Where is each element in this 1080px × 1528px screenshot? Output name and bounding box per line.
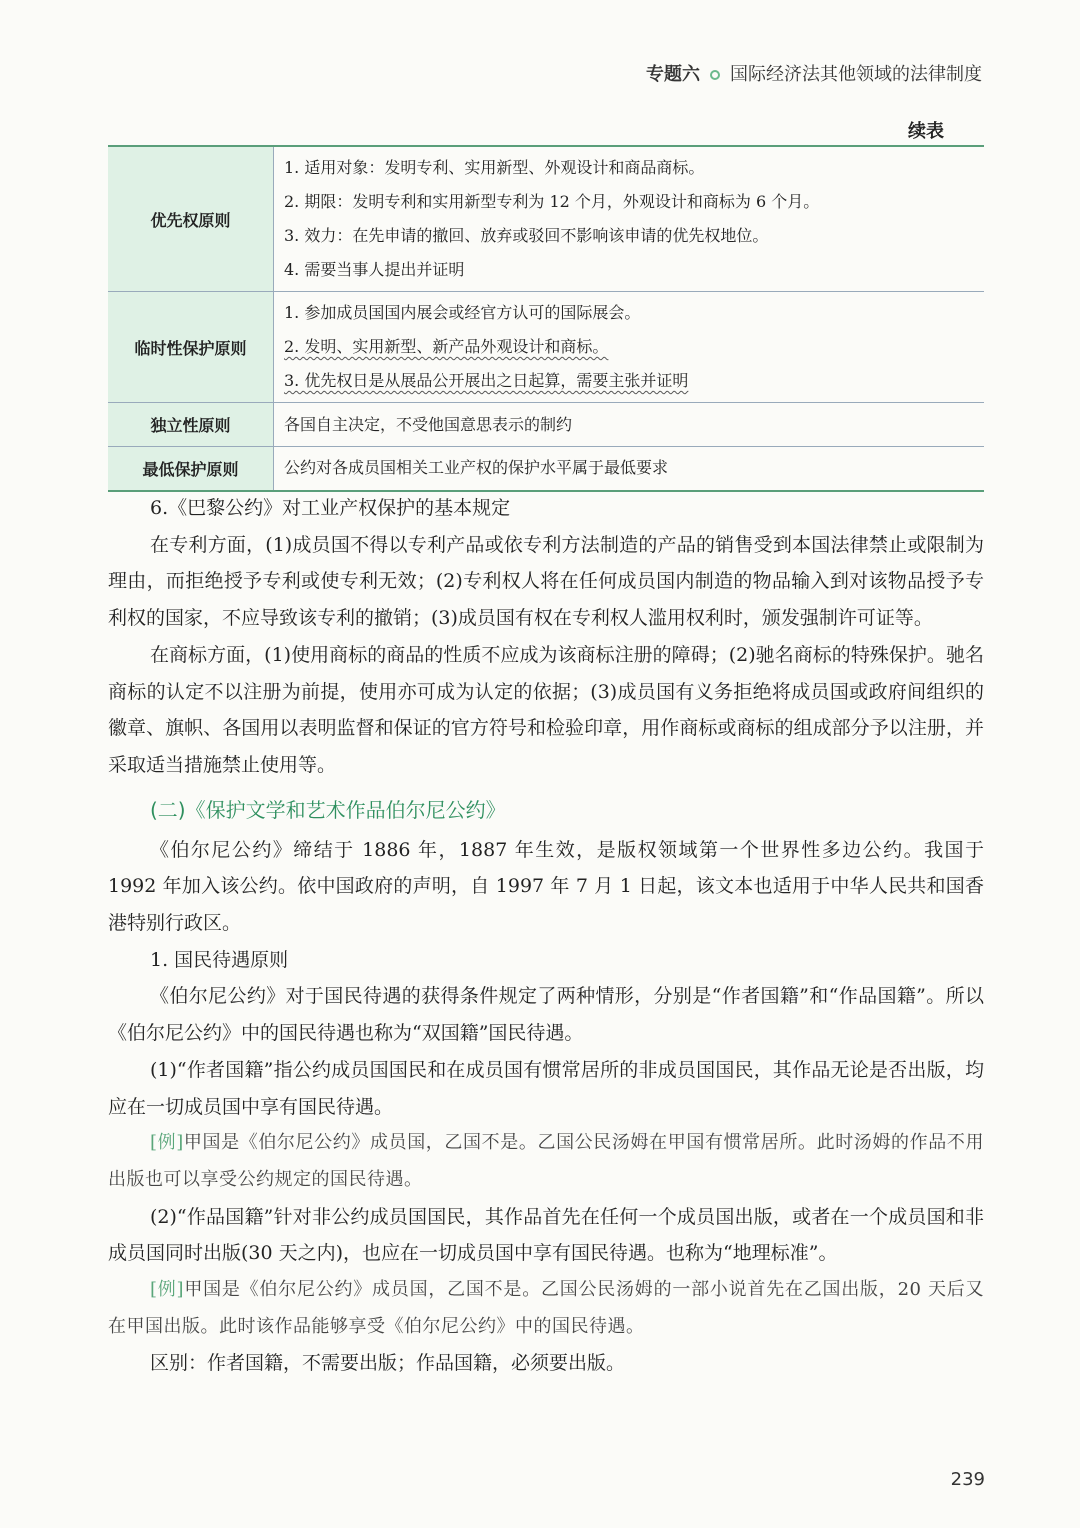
section-title: 6.《巴黎公约》对工业产权保护的基本规定 — [150, 497, 511, 519]
list-item: 1. 参加成员国国内展会或经官方认可的国际展会。 — [284, 303, 641, 322]
row-content — [274, 292, 985, 403]
paragraph: 在专利方面，(1)成员国不得以专利产品或依专利方法制造的产品的销售受到本国法律禁止或限制为理由，而拒绝授予专利或使专利无效；(2)专利权人将在任何成员国内制造的物品输入到对该物品授予专利权的国家，不应导致该专利的撤销；(3)成员国有权在专利权人滥用权利时，颁发强制许可证等。 — [108, 533, 984, 630]
paragraph: 区别：作者国籍，不需要出版；作品国籍，必须要出版。 — [150, 1352, 626, 1375]
page-number: 239 — [950, 1469, 985, 1490]
row-label: 最低保护原则 — [108, 447, 274, 491]
row-label: 优先权原则 — [108, 146, 274, 292]
example-text: 甲国是《伯尔尼公约》成员国，乙国不是。乙国公民汤姆在甲国有惯常居所。此时汤姆的作品不用出版也可以享受公约规定的国民待遇。 — [108, 1132, 984, 1190]
header-topic: 专题六 — [646, 64, 700, 85]
row-content — [274, 447, 985, 491]
running-header — [646, 60, 982, 86]
header-subtitle: 国际经济法其他领域的法律制度 — [730, 64, 982, 85]
section-heading: (二)《保护文学和艺术作品伯尔尼公约》 — [150, 797, 506, 822]
example-tag: [例] — [150, 1279, 185, 1301]
body-text — [108, 490, 984, 1382]
wavy-underlined-text: 2. 发明、实用新型、新产品外观设计和商标。 — [284, 337, 609, 356]
table-row — [108, 292, 984, 403]
table-continued-label: 续表 — [908, 121, 944, 142]
paragraph: 在商标方面，(1)使用商标的商品的性质不应成为该商标注册的障碍；(2)驰名商标的特殊保护。驰名商标的认定不以注册为前提，使用亦可成为认定的依据；(3)成员国有义务拒绝将成员国或政府间组织的徽章、旗帜、各国用以表明监督和保证的官方符号和检验印章，用作商标或商标的组成部分予以注册，并采取适当措施禁止使用等。 — [108, 643, 984, 776]
row-label: 独立性原则 — [108, 403, 274, 447]
paragraph: (1)“作者国籍”指公约成员国国民和在成员国有惯常居所的非成员国国民，其作品无论是否出版，均应在一切成员国中享有国民待遇。 — [108, 1058, 984, 1118]
paragraph: 《伯尔尼公约》对于国民待遇的获得条件规定了两种情形，分别是“作者国籍”和“作品国籍”。所以《伯尔尼公约》中的国民待遇也称为“双国籍”国民待遇。 — [108, 985, 984, 1045]
row-label: 临时性保护原则 — [108, 292, 274, 403]
list-item: 2. 期限：发明专利和实用新型专利为 12 个月，外观设计和商标为 6 个月。 — [284, 192, 820, 211]
row-content — [274, 403, 985, 447]
paragraph: 《伯尔尼公约》缔结于 1886 年，1887 年生效，是版权领域第一个世界性多边公约。我国于 1992 年加入该公约。依中国政府的声明，自 1997 年 7 月 1 日起，该文本也适用于中华人民共和国香港特别行政区。 — [108, 838, 984, 935]
paris-convention-principles-table — [108, 145, 984, 492]
wavy-underlined-text: 3. 优先权日是从展品公开展出之日起算，需要主张并证明 — [284, 371, 689, 390]
list-item — [284, 364, 974, 398]
subsection-title: 1. 国民待遇原则 — [150, 948, 289, 971]
row-content — [274, 146, 985, 292]
example-text: 甲国是《伯尔尼公约》成员国，乙国不是。乙国公民汤姆的一部小说首先在乙国出版，20 天后又在甲国出版。此时该作品能够享受《伯尔尼公约》中的国民待遇。 — [108, 1279, 985, 1337]
table-row — [108, 447, 984, 491]
list-item: 1. 适用对象：发明专利、实用新型、外观设计和商品商标。 — [284, 158, 705, 177]
example-paragraph — [108, 1272, 984, 1345]
list-item: 公约对各成员国相关工业产权的保护水平属于最低要求 — [284, 458, 669, 478]
table-row — [108, 403, 984, 447]
list-item: 3. 效力：在先申请的撤回、放弃或驳回不影响该申请的优先权地位。 — [284, 226, 769, 245]
circle-bullet-icon — [710, 70, 720, 80]
list-item — [284, 330, 974, 364]
list-item: 4. 需要当事人提出并证明 — [284, 260, 465, 279]
table-row — [108, 146, 984, 292]
paragraph: (2)“作品国籍”针对非公约成员国国民，其作品首先在任何一个成员国出版，或者在一个成员国和非成员国同时出版(30 天之内)，也应在一切成员国中享有国民待遇。也称为“地理标准”。 — [108, 1205, 984, 1265]
example-tag: [例] — [150, 1132, 184, 1154]
list-item: 各国自主决定，不受他国意思表示的制约 — [284, 414, 573, 434]
example-paragraph — [108, 1125, 984, 1198]
